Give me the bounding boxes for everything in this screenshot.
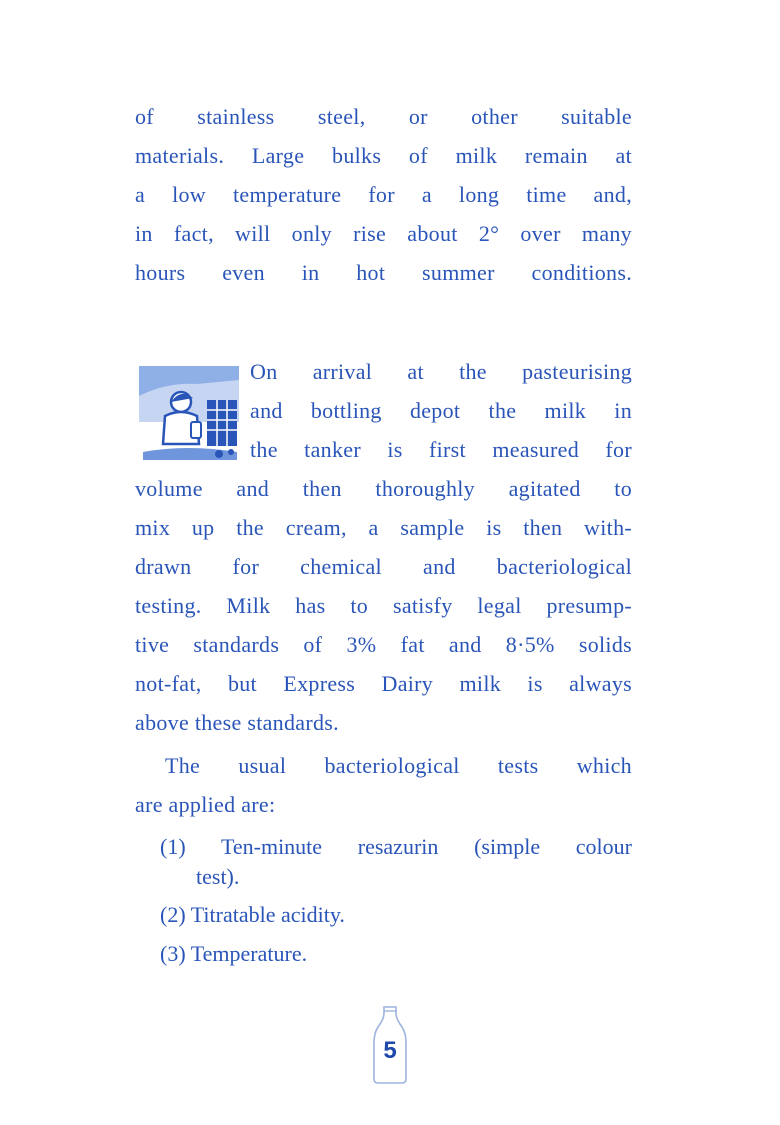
list-item: (3) Temperature. — [160, 941, 308, 966]
text-line: mix up the cream, a sample is then with- — [135, 515, 632, 540]
text-line: The usual bacteriological tests which — [165, 753, 632, 778]
text-line: materials. Large bulks of milk remain at — [135, 143, 632, 168]
text-line: in fact, will only rise about 2° over many — [135, 221, 632, 246]
text-line: On arrival at the pasteurising — [250, 359, 632, 384]
text-line: are applied are: — [135, 792, 276, 817]
text-line: and bottling depot the milk in — [250, 398, 632, 423]
text-line: not-fat, but Express Dairy milk is always — [135, 671, 632, 696]
text-line: hours even in hot summer conditions. — [135, 260, 632, 285]
tanker-sampling-illustration — [137, 362, 241, 466]
text-line: testing. Milk has to satisfy legal presump- — [135, 593, 632, 618]
list-item: (1) Ten-minute resazurin (simple colour — [160, 834, 632, 859]
page-number: 5 — [383, 1037, 397, 1064]
text-line: volume and then thoroughly agitated to — [135, 476, 632, 501]
text-line: drawn for chemical and bacteriological — [135, 554, 632, 579]
text-line: tive standards of 3% fat and 8·5% solids — [135, 632, 632, 657]
list-item: (2) Titratable acidity. — [160, 902, 345, 927]
text-line: of stainless steel, or other suitable — [135, 104, 632, 129]
text-line: the tanker is first measured for — [250, 437, 632, 462]
list-item-continuation: test). — [196, 864, 240, 889]
text-line: above these standards. — [135, 710, 339, 735]
text-line: a low temperature for a long time and, — [135, 182, 632, 207]
